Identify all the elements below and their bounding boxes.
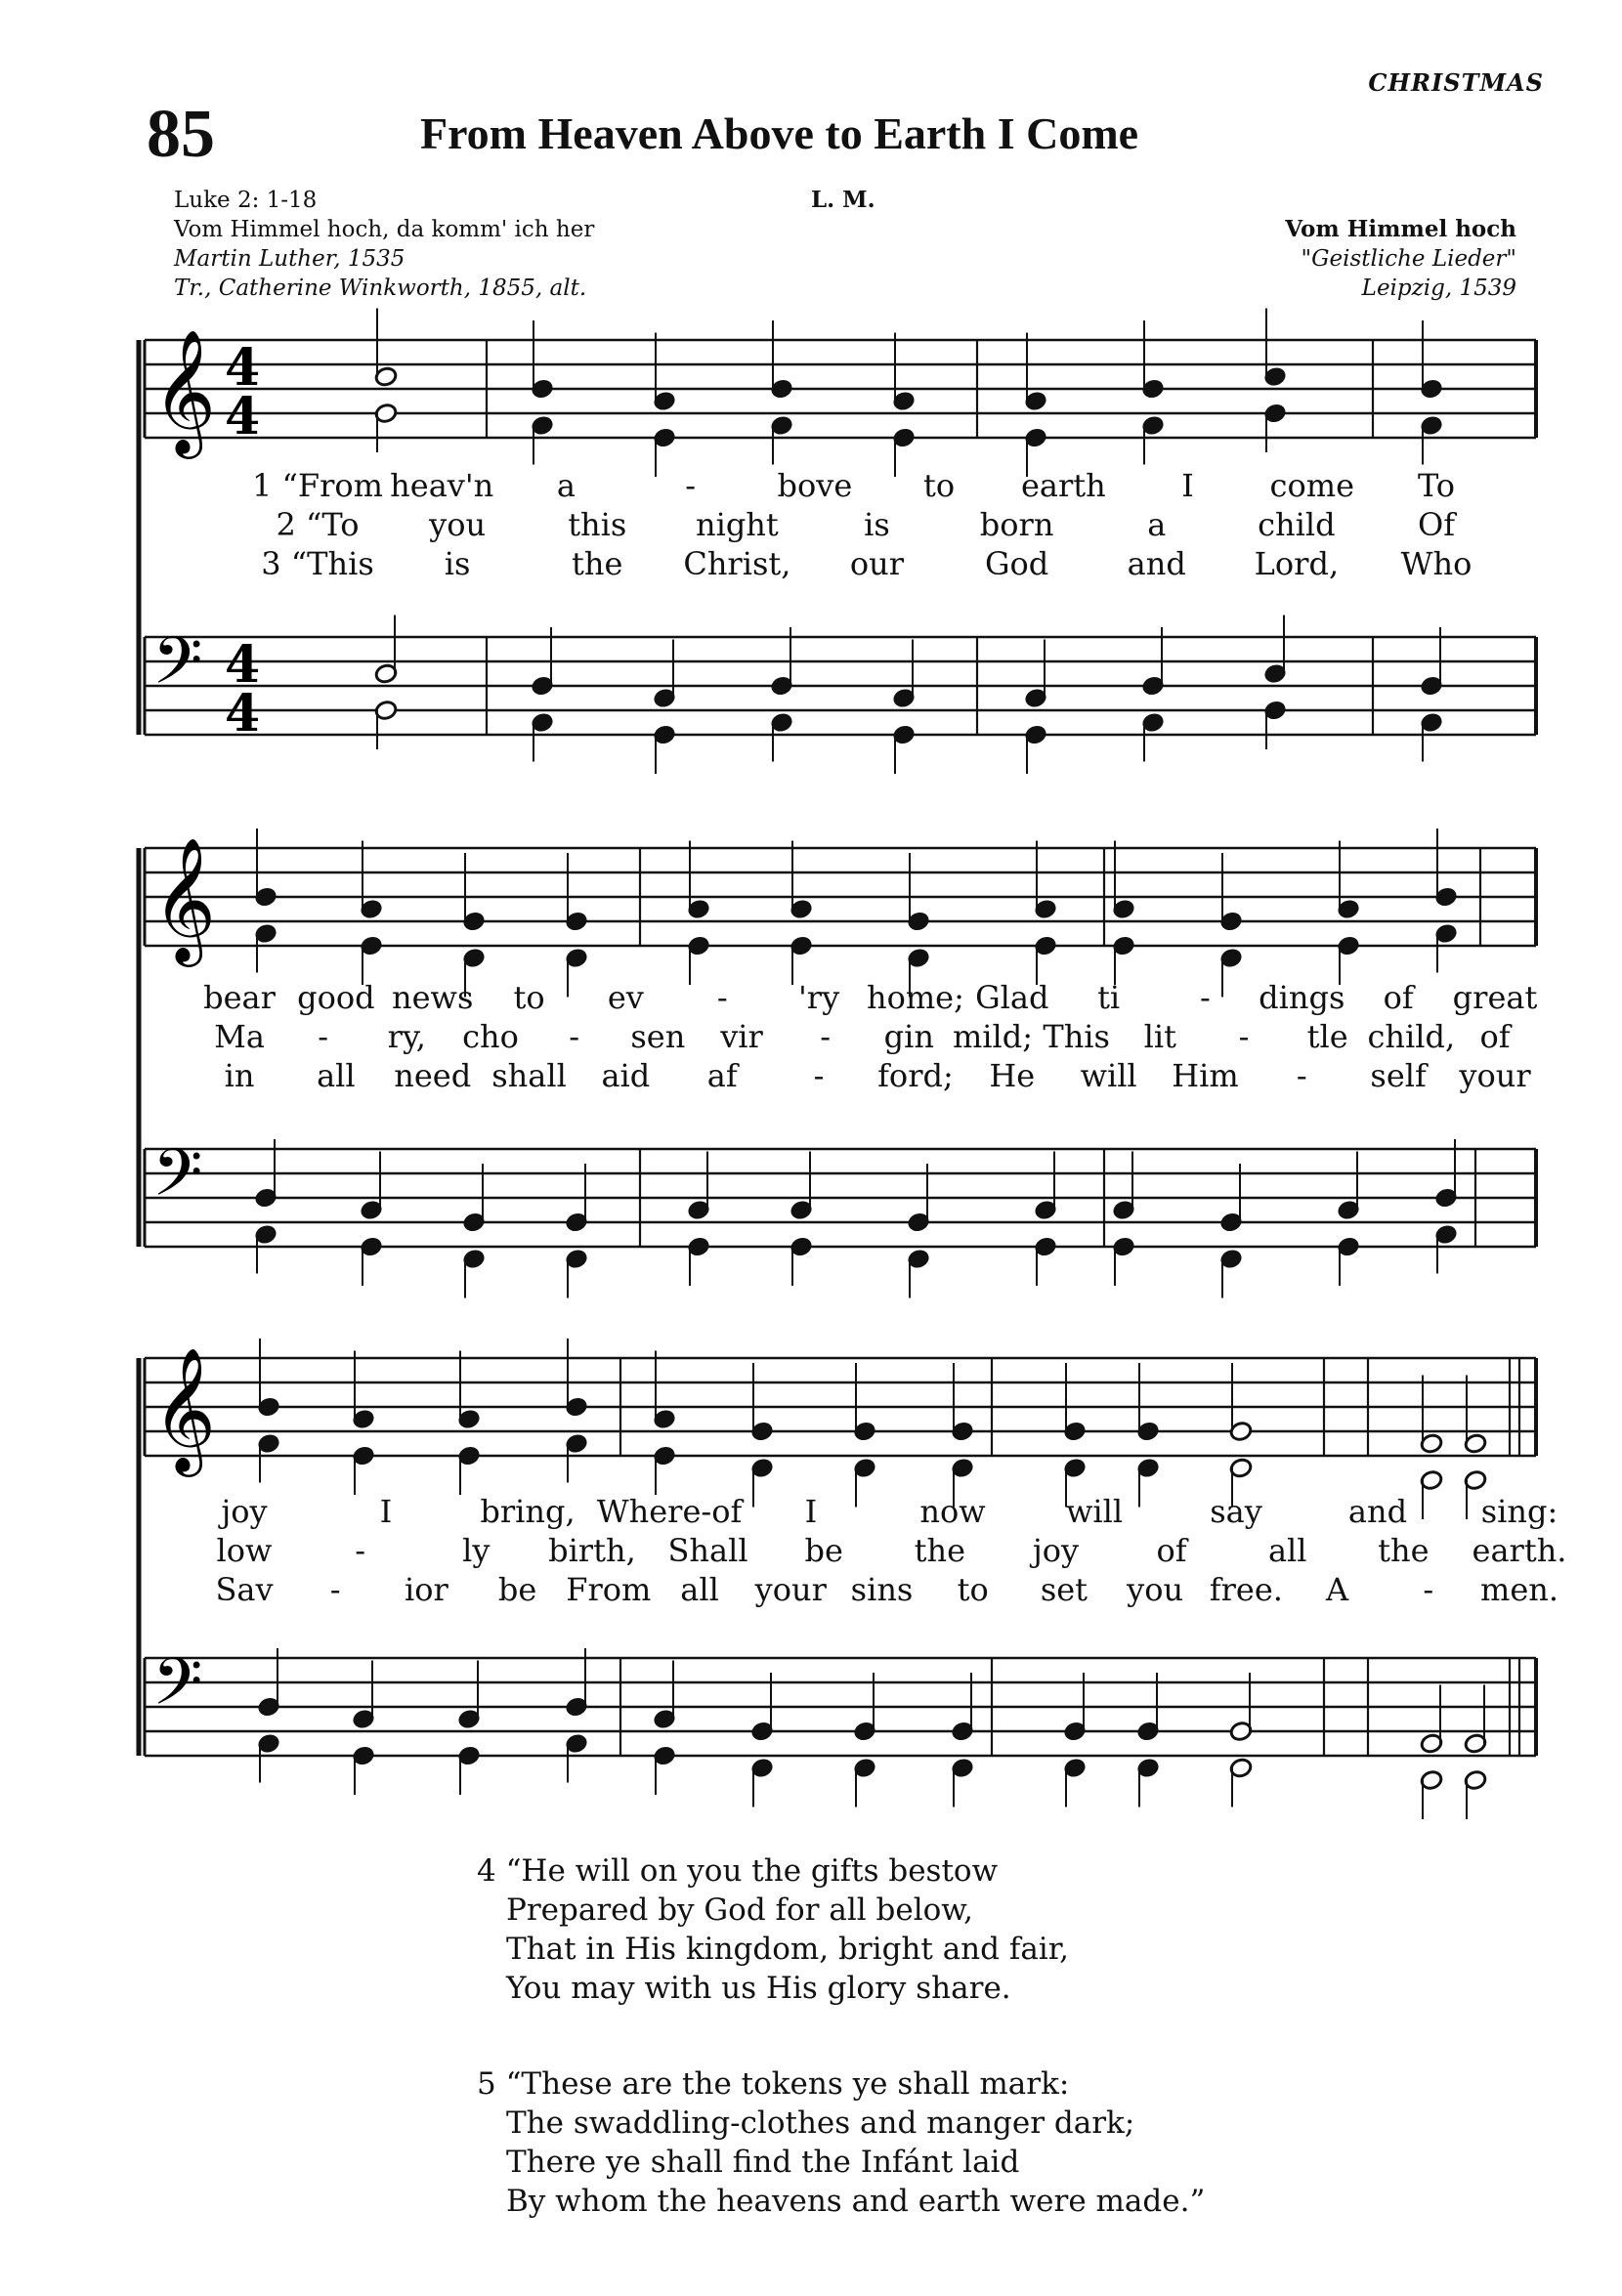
time-signature-top: 4 [225,338,261,398]
section-label: CHRISTMAS [1368,68,1544,97]
stanza-line: By whom the heavens and earth were made.” [506,2184,1206,2219]
lyric-syllable: in [224,1057,255,1094]
lyric-syllable: - [355,1532,366,1569]
lyric-syllable: - [820,1018,832,1055]
stanza-line: That in His kingdom, bright and fair, [506,1932,1069,1967]
treble-clef: 𝄞 [152,328,217,453]
lyric-syllable: child [1258,506,1336,543]
lyric-syllable: a [556,467,576,504]
lyric-syllable: vir [720,1018,763,1055]
lyric-syllable: of [1383,979,1414,1016]
lyric-syllable: good [297,979,375,1016]
lyric-syllable: child, [1367,1018,1456,1055]
lyric-syllable: say [1210,1493,1262,1530]
lyric-syllable: home; [866,979,964,1016]
lyric-syllable: mild; [952,1018,1034,1055]
lyric-syllable: the [1378,1532,1430,1569]
lyric-syllable: af [706,1057,738,1094]
lyric-syllable: ior [405,1571,448,1608]
tune-name: Vom Himmel hoch [1285,216,1516,242]
lyric-syllable: come [1269,467,1354,504]
original-title: Vom Himmel hoch, da komm' ich her [174,217,595,242]
time-signature-bottom: 4 [225,684,261,744]
lyric-syllable: - [685,467,697,504]
lyric-syllable: your [754,1571,827,1608]
lyric-syllable: a [1147,506,1167,543]
lyric-syllable: A [1326,1571,1349,1608]
lyric-syllable: dings [1259,979,1345,1016]
scripture-ref: Luke 2: 1-18 [174,188,318,213]
lyric-syllable: self [1370,1057,1427,1094]
lyric-syllable: - [1200,979,1211,1016]
bass-clef: 𝄢 [152,1135,203,1226]
time-signature-top: 4 [225,635,261,695]
stanza-line: You may with us His glory share. [506,1971,1011,2006]
hymn-title: From Heaven Above to Earth I Come [420,108,1139,158]
lyric-syllable: ti [1097,979,1121,1016]
stanza-line: 4 “He will on you the gifts bestow [477,1853,999,1889]
lyric-syllable: all [680,1571,719,1608]
lyric-syllable: Sav [215,1571,274,1608]
lyric-syllable: He [989,1057,1036,1094]
hymn-number: 85 [147,97,215,172]
stanza-line: The swaddling-clothes and manger dark; [506,2105,1135,2141]
lyric-syllable: 'ry [797,979,840,1016]
lyric-syllable: sen [630,1018,686,1055]
lyric-syllable: Who [1400,545,1473,582]
lyric-syllable: to [513,979,545,1016]
lyric-syllable: ly [462,1532,491,1569]
lyric-syllable: 3 “This [261,545,374,582]
lyric-syllable: Of [1417,506,1456,543]
lyric-syllable: I [379,1493,393,1530]
lyric-syllable: I [1181,467,1194,504]
lyric-syllable: our [849,545,905,582]
lyric-syllable: gin [883,1018,934,1055]
lyric-syllable: Glad [975,979,1049,1016]
lyric-syllable: - [813,1057,825,1094]
tune-source: "Geistliche Lieder" [1301,246,1516,272]
treble-clef: 𝄞 [152,836,217,961]
lyric-syllable: sins [850,1571,914,1608]
lyric-syllable: - [716,979,728,1016]
lyric-syllable: of [1156,1532,1187,1569]
lyric-syllable: ev [607,979,644,1016]
lyric-syllable: you [1127,1571,1184,1608]
stanza-line: Prepared by God for all below, [506,1892,974,1928]
lyric-syllable: - [1423,1571,1434,1608]
lyric-syllable: lit [1143,1018,1176,1055]
lyric-syllable: ford; [877,1057,954,1094]
lyric-syllable: bring, [480,1493,576,1530]
lyric-syllable: heav'n [390,467,494,504]
lyric-syllable: To [1417,467,1456,504]
lyric-syllable: all [1267,1532,1307,1569]
lyric-syllable: set [1040,1571,1088,1608]
lyric-syllable: night [695,506,779,543]
lyric-syllable: - [1238,1018,1250,1055]
lyric-syllable: joy [221,1493,268,1530]
lyric-syllable: and [1127,545,1186,582]
lyric-syllable: Ma [214,1018,265,1055]
lyric-syllable: shall [491,1057,567,1094]
lyric-syllable: bear [203,979,276,1016]
lyric-syllable: Him [1172,1057,1239,1094]
lyric-syllable: - [318,1018,329,1055]
lyric-syllable: be [804,1532,843,1569]
lyric-syllable: - [329,1571,341,1608]
lyric-syllable: of [1479,1018,1511,1055]
lyric-syllable: born [979,506,1054,543]
lyric-syllable: sing: [1480,1493,1558,1530]
lyric-syllable: earth. [1472,1532,1567,1569]
stanza-line: 5 “These are the tokens ye shall mark: [477,2066,1070,2102]
lyric-syllable: joy [1032,1532,1080,1569]
lyric-syllable: 2 “To [276,506,360,543]
lyric-syllable: Christ, [683,545,791,582]
lyric-syllable: From [566,1571,652,1608]
lyric-syllable: I [804,1493,818,1530]
lyric-syllable: all [317,1057,356,1094]
author: Martin Luther, 1535 [174,246,406,272]
lyric-syllable: low [216,1532,273,1569]
lyric-syllable: is [864,506,890,543]
meter: L. M. [811,187,875,213]
lyric-syllable: tle [1306,1018,1348,1055]
lyric-syllable: will [1065,1493,1124,1530]
lyric-syllable: Where-of [596,1493,743,1530]
lyric-syllable: to [957,1571,989,1608]
lyric-syllable: your [1459,1057,1531,1094]
lyric-syllable: and [1347,1493,1408,1530]
lyric-syllable: earth [1020,467,1106,504]
lyric-syllable: Lord, [1254,545,1340,582]
lyric-syllable: - [1296,1057,1307,1094]
lyric-syllable: the [914,1532,966,1569]
tune-place: Leipzig, 1539 [1361,276,1516,301]
bass-clef: 𝄢 [152,1644,203,1735]
bass-clef: 𝄢 [152,623,203,714]
lyric-syllable: you [429,506,487,543]
lyric-syllable: now [919,1493,986,1530]
lyric-syllable: will [1080,1057,1137,1094]
lyric-syllable: birth, [548,1532,636,1569]
lyric-syllable: men. [1479,1571,1559,1608]
stanza-5 [477,2064,1205,2221]
lyric-syllable: Shall [667,1532,748,1569]
lyric-syllable: great [1452,979,1538,1016]
stanza-4 [477,1851,1069,2008]
stanza-line: There ye shall find the Infánt laid [506,2145,1020,2180]
lyric-syllable: ry, [387,1018,426,1055]
lyric-syllable: is [444,545,471,582]
lyric-syllable: This [1043,1018,1110,1055]
lyric-syllable: cho [462,1018,519,1055]
lyric-syllable: the [572,545,623,582]
lyric-syllable: 1 “From [252,467,383,504]
lyric-syllable: free. [1209,1571,1283,1608]
lyric-syllable: news [392,979,474,1016]
lyric-syllable: be [497,1571,537,1608]
lyric-syllable: God [984,545,1049,582]
lyric-syllable: - [569,1018,580,1055]
lyric-syllable: aid [601,1057,651,1094]
lyric-syllable: need [394,1057,472,1094]
time-signature-bottom: 4 [225,387,261,446]
translator: Tr., Catherine Winkworth, 1855, alt. [174,276,587,301]
lyric-syllable: to [923,467,956,504]
treble-clef: 𝄞 [152,1346,217,1471]
lyric-syllable: this [568,506,627,543]
lyric-syllable: bove [777,467,853,504]
